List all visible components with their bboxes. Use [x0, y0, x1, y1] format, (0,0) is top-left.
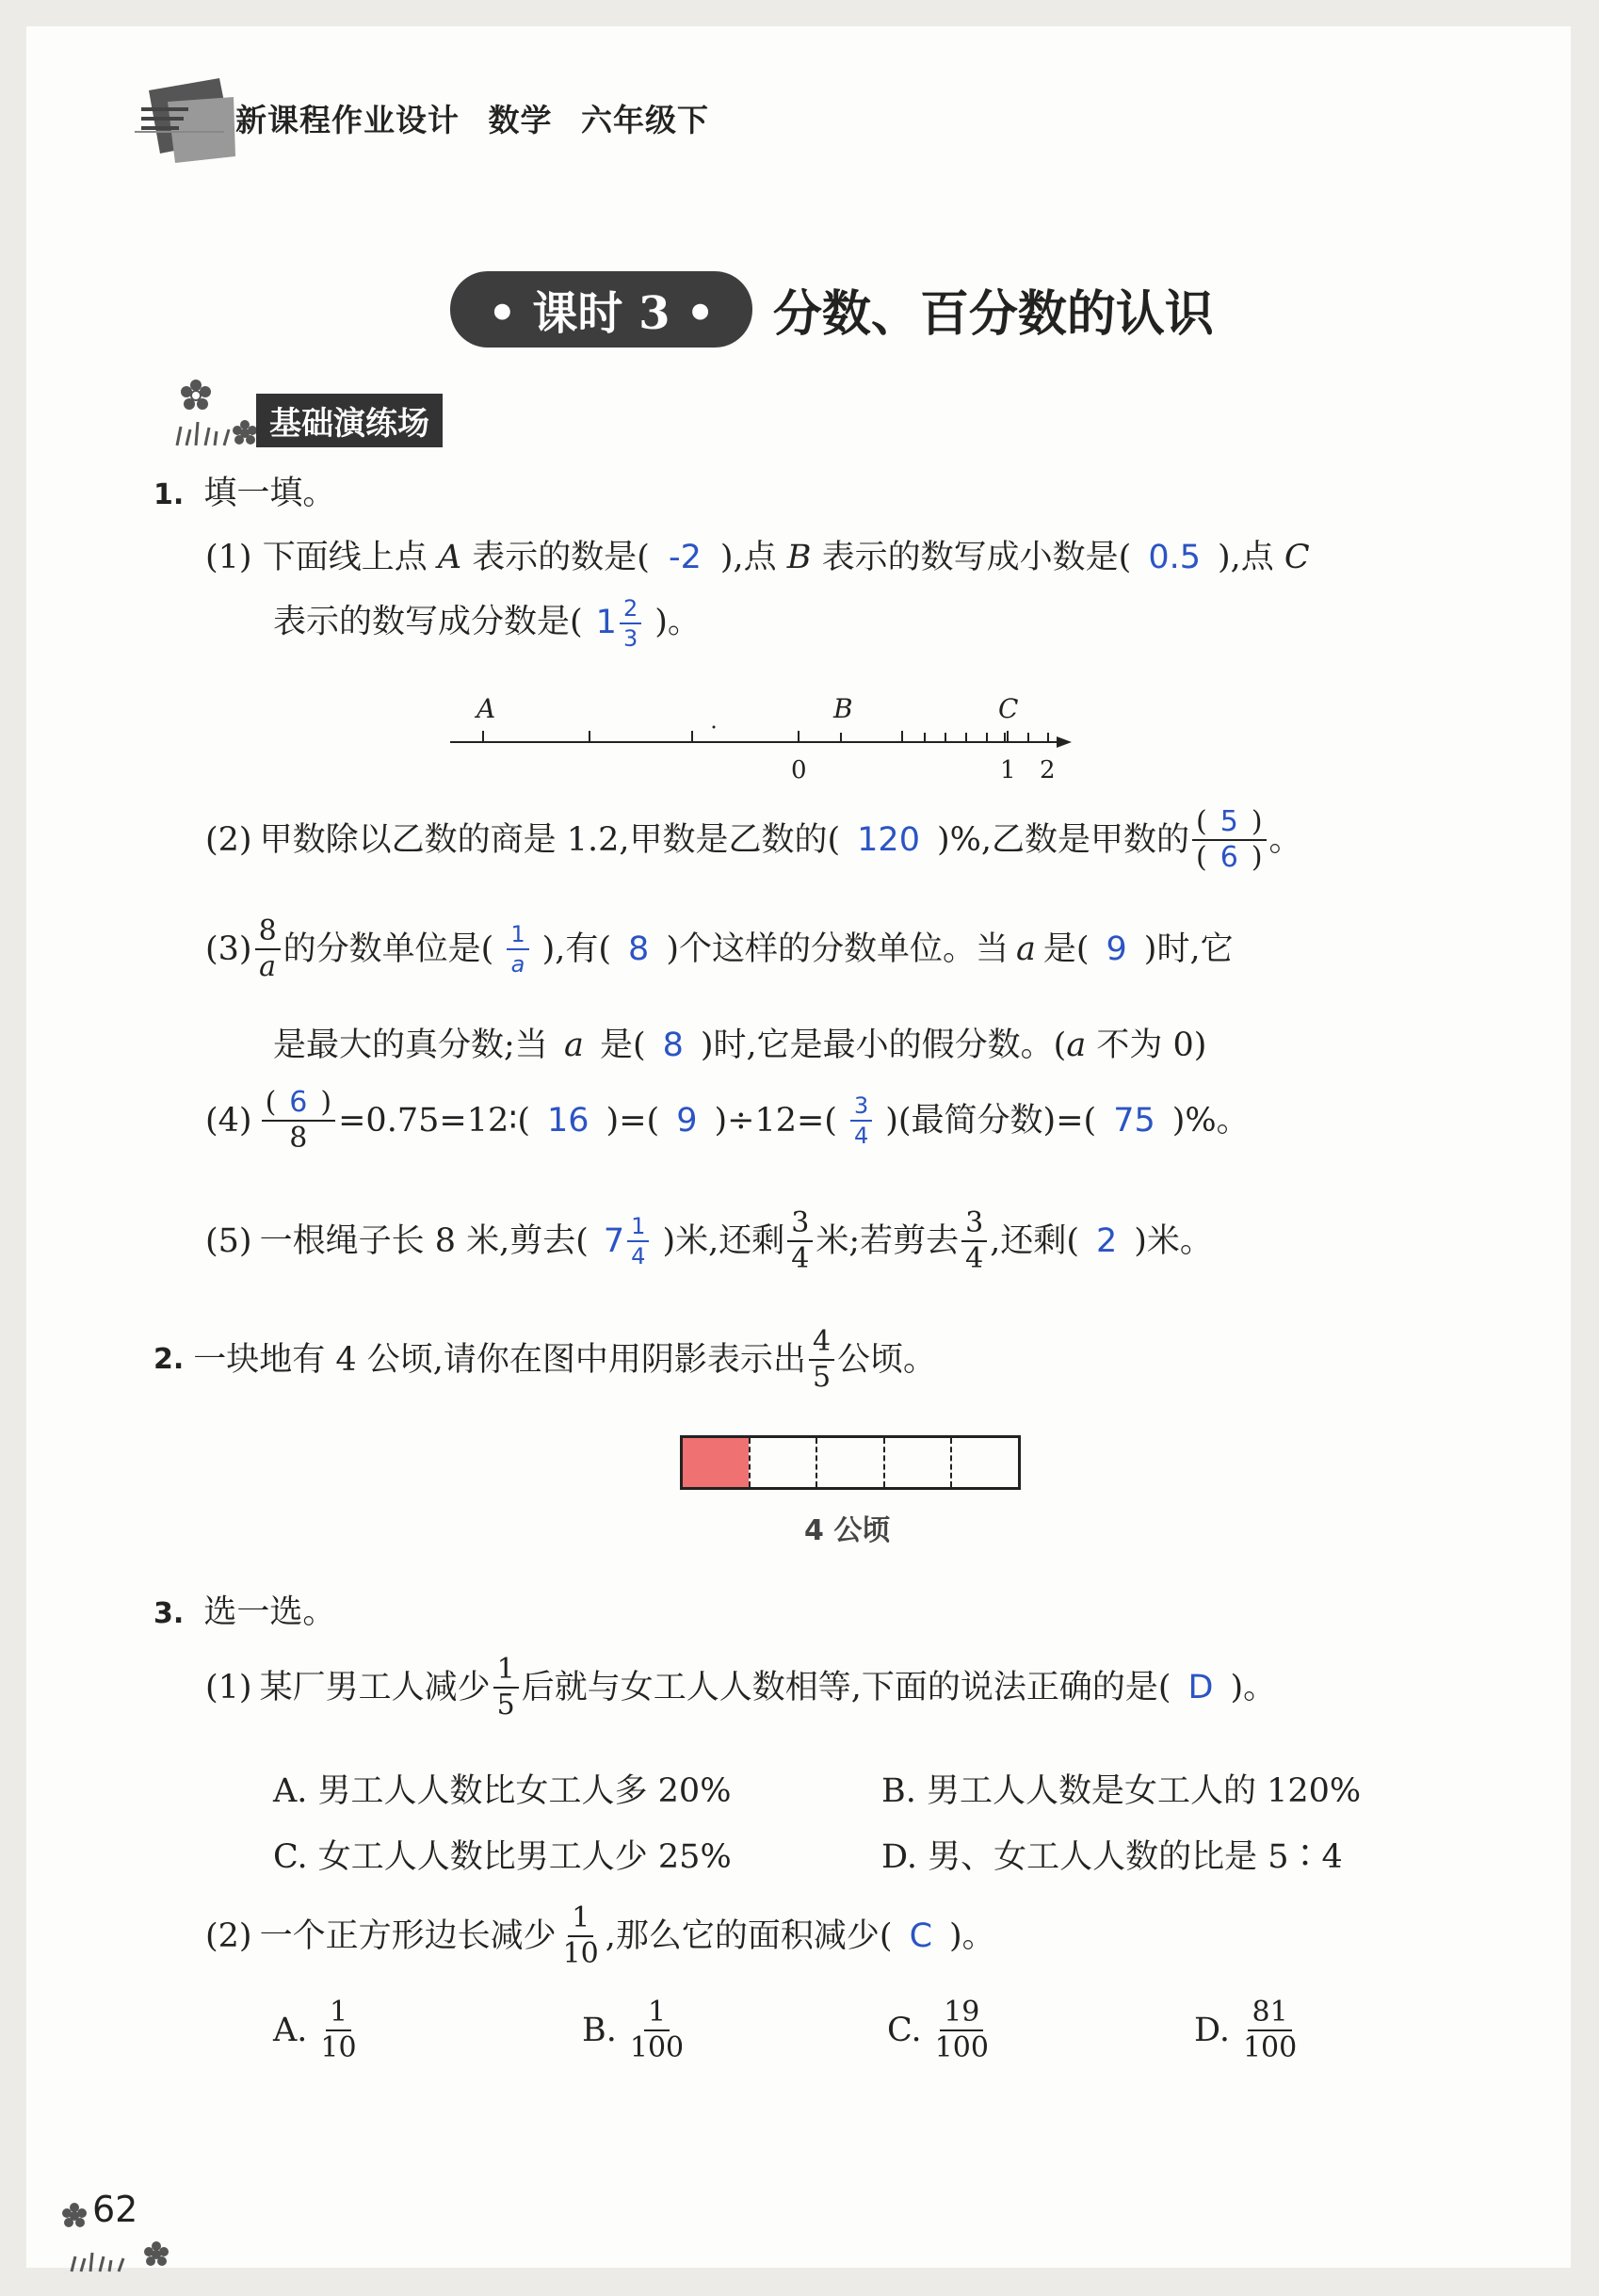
q3-p2-option-c-num: 19 [940, 1998, 983, 2031]
q3-p2-option-c-frac [931, 1998, 993, 2062]
q1-p4-answer-percent: 75 [1113, 1102, 1155, 1140]
number-line [422, 686, 1100, 799]
q1-p3-l2-text4: 不为 0) [1096, 1027, 1207, 1064]
q3-p2-option-a [273, 1998, 363, 2062]
q3-p1-question [205, 1653, 1277, 1722]
land-segment [883, 1438, 951, 1487]
q3-p2-option-d-frac [1239, 1998, 1300, 2062]
footer-grass-icon [64, 2236, 177, 2273]
q1-p4-answer-simplest-num: 3 [850, 1094, 872, 1122]
q1-p3-l2-text1: 是最大的真分数;当 [273, 1027, 548, 1064]
q1-p3-answer-count: 8 [628, 930, 650, 968]
q1-p4-label: (4) [205, 1102, 252, 1140]
q3-p2-frac-den: 10 [562, 1937, 599, 1970]
q1-p3-l2-text3: )时,它是最小的假分数。( [700, 1027, 1067, 1064]
q1-p4-text2: )=( [606, 1102, 660, 1140]
footer-flower-icon [60, 2202, 89, 2230]
q1-p3-text1: 的分数单位是( [283, 930, 494, 968]
q1-p1-answer-c-num: 2 [620, 597, 641, 624]
header-book: 新课程作业设计 [235, 102, 460, 138]
q1-p4-text4: )(最简分数)=( [885, 1102, 1097, 1140]
q2-frac-num: 4 [809, 1328, 834, 1361]
q1-p4-answer-num: 6 [289, 1086, 308, 1119]
q1-p3-answer-unit-den: a [510, 951, 525, 978]
q3-p2-option-d [1194, 1998, 1303, 2062]
q1-p3-frac-den: a [259, 950, 277, 983]
q1-p1-answer-c-whole: 1 [595, 603, 617, 641]
q3-p1-option-a: A. 男工人人数比女工人多 20% [273, 1772, 732, 1810]
workbook-page [26, 26, 1571, 2268]
land-segment [950, 1438, 1018, 1487]
nl-label-a: A [476, 693, 496, 724]
q1-p1-label: (1) [205, 539, 252, 576]
q1-p5-frac1-den: 4 [791, 1242, 810, 1275]
page-number: 62 [92, 2189, 138, 2230]
q1-p1-text5: ),点 [1217, 539, 1274, 576]
q3-title: 选一选。 [203, 1593, 336, 1631]
q1-p5-answer-cut-num: 1 [627, 1215, 649, 1242]
q3-p2-text1: 一个正方形边长减少 [259, 1917, 557, 1955]
q2-text2: 公顷。 [837, 1341, 937, 1379]
q3-p2-frac-num: 1 [568, 1904, 593, 1937]
q1-p2-paren: ( [1196, 805, 1207, 838]
header-grade: 六年级下 [581, 102, 709, 138]
q3-p2-option-c [887, 1998, 995, 2062]
nl-tick-1: 1 [1000, 756, 1016, 784]
var-a-lower: a [1066, 1027, 1087, 1064]
nl-tick-0: 0 [791, 756, 807, 784]
q3-p2-option-a-den: 10 [320, 2031, 357, 2064]
q2-frac [809, 1325, 834, 1394]
q1-p2-label: (2) [205, 821, 252, 859]
q1-p1-text7: )。 [654, 603, 701, 641]
lesson-title [450, 271, 1214, 348]
q2-frac-den: 5 [812, 1361, 832, 1394]
nl-label-b: B [833, 693, 853, 724]
q3-p2-option-d-num: 81 [1248, 1998, 1291, 2031]
land-caption: 4 公顷 [804, 1514, 891, 1547]
q1-p5-label: (5) [205, 1222, 252, 1260]
q1-p5-frac2-den: 4 [965, 1242, 984, 1275]
q3-p2-option-b-frac [626, 1998, 687, 2062]
q1-p5-answer-cut-den: 4 [631, 1243, 646, 1269]
q2-text1: 一块地有 4 公顷,请你在图中用阴影表示出 [193, 1341, 806, 1379]
q1-p2-text3: 。 [1268, 821, 1302, 859]
q2-number: 2. [153, 1343, 185, 1376]
q1-p4-paren: ( [265, 1086, 277, 1119]
q1-p5-frac2-num: 3 [961, 1209, 987, 1242]
q1-p2-answer-num: 5 [1219, 805, 1238, 838]
q1-p5-text1: 一根绳子长 8 米,剪去( [259, 1222, 589, 1260]
land-segment [816, 1438, 883, 1487]
q1-p2-paren: ( [1196, 841, 1207, 874]
nl-tick-2: 2 [1040, 756, 1056, 784]
nl-label-c: C [998, 693, 1019, 724]
q1-p2 [205, 805, 1302, 874]
q3-p2-option-c-den: 100 [934, 2031, 989, 2064]
header-title [235, 96, 709, 140]
q1-p1-text4: 表示的数写成小数是( [821, 539, 1132, 576]
q3-p2-option-b-num: 1 [644, 1998, 670, 2031]
q1-p5-answer-cut-frac [627, 1215, 649, 1268]
land-segment [749, 1438, 816, 1487]
q1-p1-answer-c-den: 3 [622, 625, 638, 652]
q3-p2-option-d-label: D. [1194, 2012, 1230, 2049]
q1-p3-line2 [273, 1025, 1206, 1066]
q1-p1-answer-a: -2 [668, 539, 702, 576]
q3-p2-option-c-label: C. [887, 2012, 922, 2049]
q1-p4-frac-num [262, 1086, 336, 1122]
q1-p5-text3: 米;若剪去 [816, 1222, 960, 1260]
q3-p1-text3: )。 [1230, 1669, 1277, 1706]
q1-p5-answer-cut-whole: 7 [603, 1222, 625, 1260]
q3-p1-answer: D [1187, 1669, 1214, 1706]
q1-p4-answer-simplest-den: 4 [853, 1123, 869, 1149]
q1-p4-frac [262, 1086, 336, 1155]
q1-p2-frac-num [1192, 805, 1267, 841]
q3-heading [153, 1592, 335, 1635]
q1-p2-frac-den [1192, 841, 1267, 872]
q3-p2-option-a-label: A. [273, 2012, 308, 2049]
q1-p5 [205, 1206, 1213, 1275]
q1-p5-frac2 [961, 1206, 987, 1275]
q1-p1-text1: 下面线上点 [262, 539, 428, 576]
land-diagram [680, 1435, 1021, 1490]
q2-heading [153, 1325, 937, 1394]
q3-p2-text2: ,那么它的面积减少( [605, 1917, 893, 1955]
q3-p1-option-b: B. 男工人人数是女工人的 120% [881, 1772, 1362, 1810]
var-a-lower: a [1015, 930, 1036, 968]
q3-p2-option-b-label: B. [582, 2012, 617, 2049]
q3-p1-text1: 某厂男工人减少 [259, 1669, 491, 1706]
var-a-lower: a [563, 1027, 584, 1064]
q1-p4-text1: =0.75=12∶( [338, 1102, 530, 1140]
var-a: A [437, 539, 462, 576]
q1-p4-paren: ) [320, 1086, 332, 1119]
q3-p2-option-a-frac [316, 1998, 360, 2062]
q1-p3-frac [255, 914, 281, 983]
q3-p2-label: (2) [205, 1917, 252, 1955]
q1-p1-text2: 表示的数是( [472, 539, 650, 576]
q1-p5-text5: )米。 [1134, 1222, 1213, 1260]
q1-p2-paren: ) [1251, 805, 1263, 838]
var-b: B [786, 539, 812, 576]
q1-p5-answer-remain: 2 [1096, 1222, 1118, 1260]
q3-p1-frac [493, 1653, 519, 1722]
q1-number: 1. [153, 478, 185, 511]
lesson-heading: 分数、百分数的认识 [772, 285, 1214, 343]
q1-p4 [205, 1086, 1250, 1155]
q1-p5-frac1 [787, 1206, 813, 1275]
q3-p1-option-d: D. 男、女工人人数的比是 5∶4 [881, 1838, 1343, 1876]
q1-p3-l2-text2: 是( [599, 1027, 646, 1064]
q1-p3-answer-unit-num: 1 [507, 923, 528, 950]
q1-title: 填一填。 [203, 475, 336, 512]
land-segment-shaded [683, 1438, 749, 1487]
q3-p1-frac-num: 1 [493, 1656, 519, 1689]
q3-p2-option-d-den: 100 [1242, 2031, 1298, 2064]
q3-p1-option-c: C. 女工人人数比男工人少 25% [273, 1838, 732, 1876]
q1-p2-answer-percent: 120 [857, 821, 920, 859]
flower-grass-icon [139, 375, 271, 450]
q1-p3-answer-proper: 9 [1106, 930, 1127, 968]
q1-p1-answer-c-frac [620, 597, 641, 650]
q1-p4-answer-simplest [850, 1094, 872, 1147]
q1-p3-label: (3) [205, 930, 252, 968]
q1-p3-text3: )个这样的分数单位。当 [666, 930, 1009, 968]
q1-p1-text3: ),点 [719, 539, 777, 576]
header-books-icon [121, 73, 243, 168]
q3-p2-option-a-num: 1 [326, 1998, 351, 2031]
lesson-pill: • 课时 3 • [450, 271, 752, 348]
q1-p4-answer-ratio: 16 [547, 1102, 590, 1140]
q1-p5-text4: ,还剩( [990, 1222, 1079, 1260]
section-label: 基础演练场 [256, 394, 443, 447]
q3-p1-text2: 后就与女工人人数相等,下面的说法正确的是( [521, 1669, 1171, 1706]
q3-p2-answer: C [909, 1917, 933, 1955]
q1-p1-text6: 表示的数写成分数是( [273, 603, 583, 641]
q1-p2-paren: ) [1251, 841, 1263, 874]
q1-p2-text1: 甲数除以乙数的商是 1.2,甲数是乙数的( [259, 821, 841, 859]
q1-p1-line1 [205, 537, 1310, 578]
q3-p2-option-b [582, 1998, 690, 2062]
q3-p2-question [205, 1901, 995, 1970]
q1-p4-frac-den: 8 [289, 1122, 308, 1155]
q1-p4-answer-div: 9 [676, 1102, 698, 1140]
q1-p2-text2: )%,乙数是甲数的 [936, 821, 1190, 859]
q1-p3-text5: )时,它 [1143, 930, 1234, 968]
q3-p1-frac-den: 5 [496, 1689, 515, 1722]
q1-p3-text4: 是( [1042, 930, 1090, 968]
q1-p3-line1 [205, 914, 1234, 983]
q3-p2-frac [559, 1901, 603, 1970]
q1-p4-text3: )÷12=( [714, 1102, 837, 1140]
q3-p2-text3: )。 [949, 1917, 995, 1955]
q1-p3-text2: ),有( [541, 930, 612, 968]
q3-p1-label: (1) [205, 1669, 252, 1706]
q1-p3-answer-unit [507, 923, 528, 976]
var-c: C [1284, 539, 1310, 576]
q1-p5-frac1-num: 3 [787, 1209, 813, 1242]
q1-p5-text2: )米,还剩 [662, 1222, 785, 1260]
q1-p1-line2 [273, 597, 701, 650]
q1-heading [153, 473, 335, 516]
q1-p4-text5: )%。 [1171, 1102, 1250, 1140]
header-subject: 数学 [488, 102, 553, 138]
q3-number: 3. [153, 1597, 185, 1630]
q1-p3-frac-num: 8 [255, 917, 281, 950]
q1-p2-answer-frac [1192, 805, 1267, 874]
q1-p2-answer-den: 6 [1219, 841, 1238, 874]
q1-p3-answer-improper: 8 [662, 1027, 684, 1064]
q3-p2-option-b-den: 100 [629, 2031, 685, 2064]
q1-p1-answer-b: 0.5 [1148, 539, 1201, 576]
